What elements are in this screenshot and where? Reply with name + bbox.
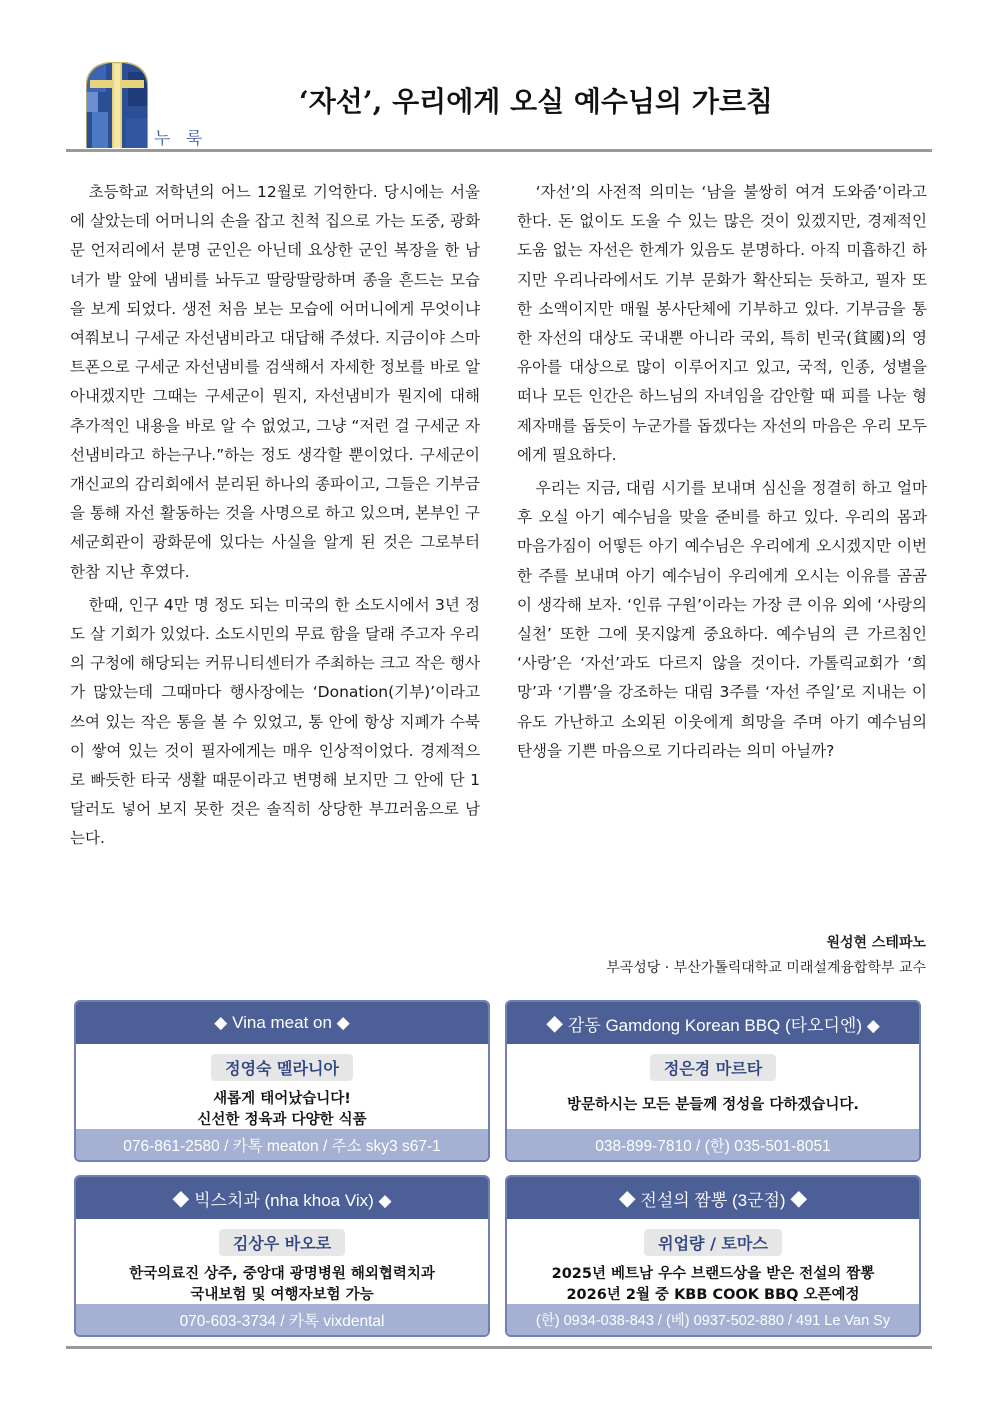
- ad-contact: 070-603-3734 / 카톡 vixdental: [76, 1304, 488, 1335]
- author-name: 원성현 스테파노: [826, 935, 926, 951]
- ad-gamdong-korean-bbq: [505, 1000, 921, 1162]
- ad-description: [507, 1264, 919, 1306]
- article-paragraph: 한때, 인구 4만 명 정도 되는 미국의 한 소도시에서 3년 정도 살 기회가 있었다. 소도시민의 무료 함을 달래 주고자 우리의 구청에 해당되는 커뮤니티센터가 주최하는 크고 작은 행사가 많았는데 그때마다 행사장에는 ‘Donation(기부)’이라고 쓰여 있는 작은 통을 볼 수 있었고, 통 안에 항상 지폐가 수북이 쌓여 있는 것이 필자에게는 매우 인상적이었다. 경제적으로 빠듯한 타국 생활 때문이라고 변명해 보지만 그 안에 단 1달러도 넣어 보지 못한 것은 솔직히 상당한 부끄러움으로 남는다.: [70, 595, 480, 848]
- ad-title: ◆ Vina meat on ◆: [76, 1002, 488, 1044]
- article-left-column: [70, 178, 480, 858]
- article-paragraph: ‘자선’의 사전적 의미는 ‘남을 불쌍히 여겨 도와줌’이라고 한다. 돈 없이도 도울 수 있는 많은 것이 있겠지만, 경제적인 도움 없는 자선은 한계가 있음도 분명하다. 아직 미흡하긴 하지만 우리나라에서도 기부 문화가 확산되는 듯하고, 필자 또한 소액이지만 매월 봉사단체에 기부하고 있다. 기부금을 통한 자선의 대상도 국내뿐 아니라 국외, 특히 빈국(貧國)의 영유아를 대상으로 많이 이루어지고 있고, 국적, 인종, 성별을 떠나 모든 인간은 하느님의 자녀임을 감안할 때 피를 나눈 형제자매를 돕듯이 누군가를 돕겠다는 자선의 마음은 우리 모두에게 필요하다.: [517, 183, 927, 464]
- ad-vix-dental: [74, 1175, 490, 1337]
- ad-contact: (한) 0934-038-843 / (베) 0937-502-880 / 491 Le Van Sy: [507, 1304, 919, 1335]
- ad-description-line: 신선한 정육과 다양한 식품: [197, 1112, 367, 1128]
- ad-description-line: 국내보험 및 여행자보험 가능: [190, 1287, 374, 1303]
- article-paragraph: 우리는 지금, 대림 시기를 보내며 심신을 정결히 하고 얼마 후 오실 아기 예수님을 맞을 준비를 하고 있다. 우리의 몸과 마음가짐이 어떻든 아기 예수님은 우리에게 오시겠지만 이번 한 주를 보내며 아기 예수님이 우리에게 오시는 이유를 곰곰이 생각해 보자. ‘인류 구원’이라는 가장 큰 이유 외에 ‘사랑의 실천’ 또한 그에 못지않게 중요하다. 예수님의 큰 가르침인 ‘사랑’은 ‘자선’과도 다르지 않을 것이다. 가톨릭교회가 ‘희망’과 ‘기쁨’을 강조하는 대림 3주를 ‘자선 주일’로 지내는 이유도 가난하고 소외된 이웃에게 희망을 주며 아기 예수님의 탄생을 기쁜 마음으로 기다리라는 의미 아닐까?: [517, 479, 927, 760]
- ad-title: ◆ 감동 Gamdong Korean BBQ (타오디엔) ◆: [507, 1002, 919, 1044]
- ad-description-line: 한국의료진 상주, 중앙대 광명병원 해외협력치과: [129, 1266, 435, 1282]
- ad-title: ◆ 빅스치과 (nha khoa Vix) ◆: [76, 1177, 488, 1219]
- stained-glass-cross-logo: [86, 62, 148, 148]
- ad-description: [76, 1089, 488, 1131]
- ad-vina-meat-on: [74, 1000, 490, 1162]
- author-affiliation: 부곡성당 · 부산가톨릭대학교 미래설계융합학부 교수: [606, 960, 926, 976]
- ad-description-line: 2026년 2월 중 KBB COOK BBQ 오픈예정: [566, 1287, 860, 1303]
- ad-description: [76, 1264, 488, 1306]
- ad-legendary-jjamppong: [505, 1175, 921, 1337]
- ad-description-line: 방문하시는 모든 분들께 정성을 다하겠습니다.: [567, 1097, 859, 1113]
- ad-contact: 076-861-2580 / 카톡 meaton / 주소 sky3 s67-1: [76, 1129, 488, 1160]
- section-label: 누 룩: [154, 129, 208, 149]
- footer-divider: [66, 1346, 932, 1349]
- author-block: [606, 931, 926, 981]
- ad-person: 위업량 / 토마스: [644, 1229, 782, 1256]
- ad-person: 정은경 마르타: [650, 1054, 776, 1081]
- ad-description-line: 2025년 베트남 우수 브랜드상을 받은 전설의 짬뽕: [551, 1266, 875, 1282]
- ad-person: 김상우 바오로: [219, 1229, 345, 1256]
- ad-description-line: 새롭게 태어났습니다!: [213, 1091, 351, 1107]
- header-divider: [66, 149, 932, 152]
- article-paragraph: 초등학교 저학년의 어느 12월로 기억한다. 당시에는 서울에 살았는데 어머니의 손을 잡고 친척 집으로 가는 도중, 광화문 언저리에서 분명 군인은 아닌데 요상한 군인 복장을 한 남녀가 발 앞에 냄비를 놔두고 딸랑딸랑하며 종을 흔드는 모습을 보게 되었다. 생전 처음 보는 모습에 어머니에게 무엇이냐 여쭤보니 구세군 자선냄비라고 대답해 주셨다. 지금이야 스마트폰으로 구세군 자선냄비를 검색해서 자세한 정보를 바로 알아내겠지만 그때는 구세군이 뭔지, 자선냄비가 뭔지에 대해 추가적인 내용을 바로 알 수 없었고, 그냥 “저런 걸 구세군 자선냄비라고 하는구나.”하는 정도 생각할 뿐이었다. 구세군이 개신교의 감리회에서 분리된 하나의 종파이고, 그들은 기부금을 통해 자선 활동하는 것을 사명으로 하고 있으며, 본부인 구세군회관이 광화문에 있다는 사실을 알게 된 것은 그로부터 한참 지난 후였다.: [70, 183, 480, 581]
- article-title: ‘자선’, 우리에게 오실 예수님의 가르침: [299, 85, 773, 118]
- ad-contact: 038-899-7810 / (한) 035-501-8051: [507, 1129, 919, 1160]
- ad-description: [507, 1095, 919, 1116]
- ad-title: ◆ 전설의 짬뽕 (3군점) ◆: [507, 1177, 919, 1219]
- ad-person: 정영숙 멜라니아: [211, 1054, 353, 1081]
- article-right-column: [517, 178, 927, 770]
